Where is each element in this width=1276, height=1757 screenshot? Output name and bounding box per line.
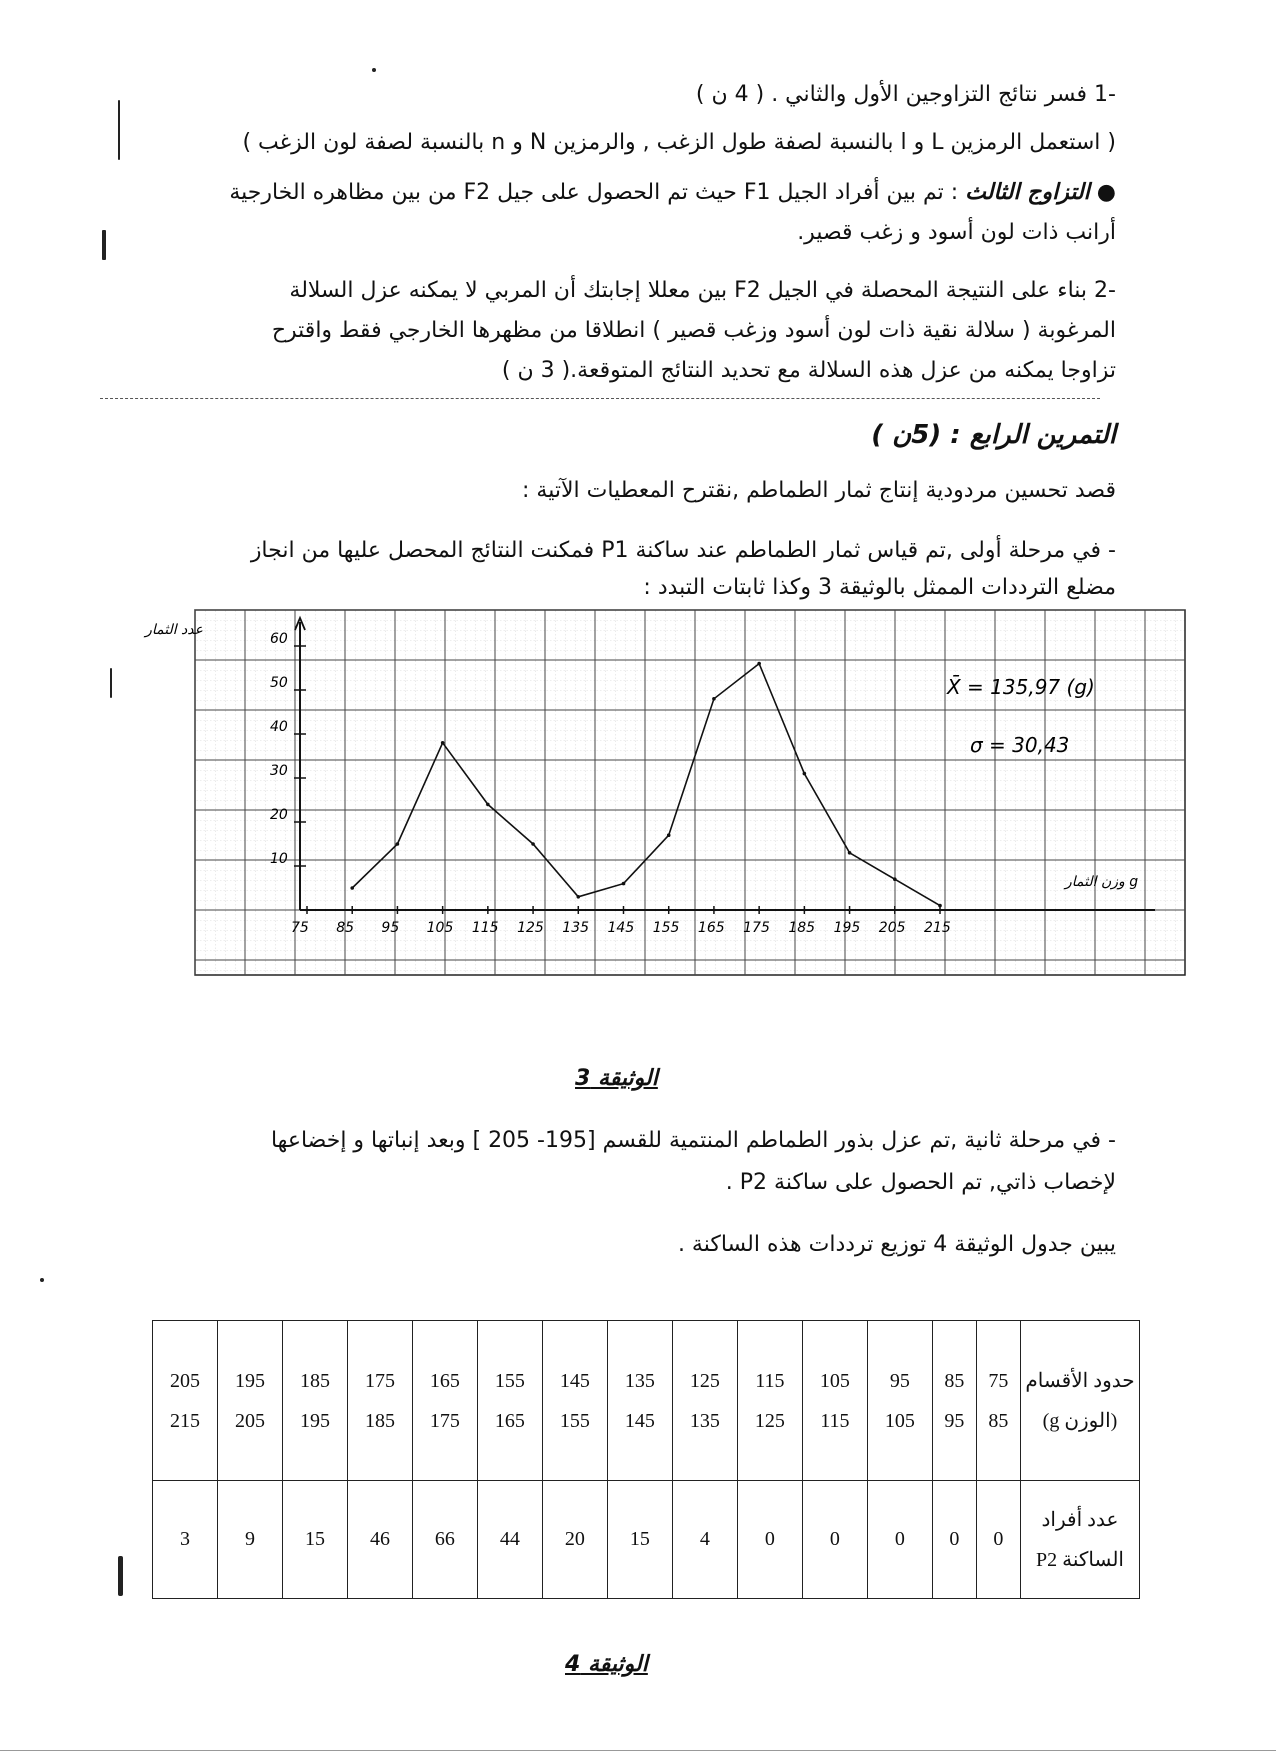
data-point — [757, 662, 761, 666]
table-cell-count: 66 — [412, 1481, 477, 1599]
data-point — [893, 877, 897, 881]
data-point — [396, 842, 400, 846]
data-point — [486, 803, 490, 807]
table-cell-class — [153, 1321, 218, 1481]
scan-speck — [102, 230, 106, 260]
chart-mean-annotation: X̄ = 135,97 (g) — [947, 675, 1095, 699]
table-row-counts — [153, 1481, 1140, 1599]
x-tick-label: 175 — [743, 920, 770, 936]
frequency-table — [152, 1320, 1140, 1599]
class-lower-bound: 145 — [559, 1369, 590, 1392]
y-tick-label: 60 — [270, 631, 288, 647]
data-point — [441, 741, 445, 745]
population-label: الساكنة P2 — [1036, 1548, 1124, 1571]
table-cell-count: 0 — [867, 1481, 932, 1599]
bottom-scan-line — [0, 1750, 1276, 1751]
x-tick-label: 155 — [652, 920, 680, 936]
question-2-line-2: المرغوبة ( سلالة نقية ذات لون أسود وزغب قصير ) انطلاقا من مظهرها الخارجي فقط واقترح — [271, 318, 1116, 343]
class-upper-bound: 205 — [234, 1409, 265, 1432]
frequency-polygon-chart — [145, 610, 1185, 975]
class-lower-bound: 155 — [494, 1369, 525, 1392]
stage-1-line-1: - في مرحلة أولى ,تم قياس ثمار الطماطم عند ساكنة P1 فمكنت النتائج المحصل عليها من انجاز — [250, 538, 1116, 563]
scan-speck — [110, 668, 112, 698]
table-cell-class — [607, 1321, 672, 1481]
x-tick-label: 135 — [562, 920, 590, 936]
table-cell-count: 15 — [607, 1481, 672, 1599]
table-cell-class — [932, 1321, 976, 1481]
x-tick-label: 165 — [697, 920, 725, 936]
data-point — [531, 842, 535, 846]
x-tick-label: 105 — [426, 920, 454, 936]
table-cell-class — [672, 1321, 737, 1481]
table-cell-count: 15 — [282, 1481, 347, 1599]
x-tick-label: 125 — [517, 920, 544, 936]
class-lower-bound: 165 — [429, 1369, 460, 1392]
document-4-intro: يبين جدول الوثيقة 4 توزيع ترددات هذه الساكنة . — [677, 1232, 1116, 1257]
stage-2-line-2: لإخصاب ذاتي, تم الحصول على ساكنة P2 . — [725, 1170, 1116, 1195]
bullet-icon: ● — [1096, 180, 1116, 205]
data-point — [622, 882, 626, 886]
class-upper-bound: 185 — [364, 1409, 395, 1432]
table-cell-count: 20 — [542, 1481, 607, 1599]
table-cell-class — [867, 1321, 932, 1481]
data-point — [938, 904, 942, 908]
x-tick-label: 115 — [471, 920, 499, 936]
document-4-label: الوثيقة 4 — [565, 1652, 648, 1677]
x-tick-label: 95 — [381, 920, 400, 936]
exercise-4-intro: قصد تحسين مردودية إنتاج ثمار الطماطم ,نقترح المعطيات الآتية : — [522, 478, 1116, 503]
classes-label: حدود الأقسام — [1025, 1369, 1135, 1392]
class-upper-bound: 165 — [494, 1409, 525, 1432]
table-cell-class — [477, 1321, 542, 1481]
class-lower-bound: 175 — [364, 1369, 395, 1392]
x-tick-label: 195 — [833, 920, 861, 936]
question-2-line-3: تزاوجا يمكنه من عزل هذه السلالة مع تحديد النتائج المتوقعة.( 3 ن ) — [501, 358, 1116, 383]
table-cell-class — [412, 1321, 477, 1481]
table-header-counts — [1021, 1481, 1140, 1599]
y-tick-label: 50 — [270, 675, 288, 691]
x-tick-label: 185 — [788, 920, 816, 936]
question-2-line-1: -2 بناء على النتيجة المحصلة في الجيل F2 بين معللا إجابتك أن المربي لا يمكنه عزل السلالة — [289, 278, 1116, 303]
section-divider — [100, 398, 1100, 399]
table-cell-count: 4 — [672, 1481, 737, 1599]
class-lower-bound: 75 — [988, 1369, 1009, 1392]
scan-speck — [40, 1278, 44, 1282]
question-1-text: فسر نتائج التزاوجين الأول والثاني . — [771, 82, 1088, 107]
class-upper-bound: 125 — [754, 1409, 785, 1432]
exercise-4-title: التمرين الرابع : (5ن ) — [871, 420, 1116, 450]
x-tick-label: 215 — [924, 920, 951, 936]
class-upper-bound: 85 — [988, 1409, 1009, 1432]
question-1-number: -1 — [1094, 82, 1116, 107]
table-cell-class — [542, 1321, 607, 1481]
chart-x-axis-label: وزن الثمار g — [1065, 874, 1139, 890]
class-lower-bound: 135 — [624, 1369, 655, 1392]
y-tick-label: 40 — [270, 719, 288, 735]
x-tick-label: 205 — [878, 920, 906, 936]
class-lower-bound: 85 — [944, 1369, 965, 1392]
data-point — [576, 895, 580, 899]
class-upper-bound: 135 — [689, 1409, 720, 1432]
chart-y-axis-label: عدد الثمار — [145, 622, 203, 638]
question-1-points: ( 4 ن ) — [695, 82, 765, 107]
table-cell-class — [976, 1321, 1020, 1481]
question-1 — [696, 82, 1116, 107]
table-cell-count: 3 — [153, 1481, 218, 1599]
class-upper-bound: 195 — [299, 1409, 330, 1432]
scan-speck — [372, 68, 376, 72]
y-tick-label: 30 — [270, 763, 288, 779]
table-cell-count: 44 — [477, 1481, 542, 1599]
class-upper-bound: 145 — [624, 1409, 655, 1432]
table-cell-class — [347, 1321, 412, 1481]
y-tick-label: 20 — [270, 807, 288, 823]
class-upper-bound: 105 — [884, 1409, 915, 1432]
scan-speck — [118, 100, 120, 160]
stage-1-line-2: مضلع الترددات الممثل بالوثيقة 3 وكذا ثابتات التبدد : — [643, 575, 1116, 600]
table-row-classes — [153, 1321, 1140, 1481]
document-3-label: الوثيقة 3 — [575, 1066, 658, 1091]
x-tick-label: 85 — [336, 920, 355, 936]
table-cell-count: 0 — [737, 1481, 802, 1599]
cross-3-line-2: أرانب ذات لون أسود و زغب قصير. — [797, 220, 1116, 245]
data-point — [350, 886, 354, 890]
class-upper-bound: 155 — [559, 1409, 590, 1432]
table-cell-count: 0 — [932, 1481, 976, 1599]
data-point — [848, 851, 852, 855]
class-lower-bound: 185 — [299, 1369, 330, 1392]
stage-2-line-1: - في مرحلة ثانية ,تم عزل بذور الطماطم المنتمية للقسم [195- 205 ] وبعد إنباتها و إخضاعها — [270, 1128, 1116, 1153]
class-upper-bound: 95 — [944, 1409, 965, 1432]
chart-std-annotation: σ = 30,43 — [970, 733, 1070, 757]
table-header-classes — [1021, 1321, 1140, 1481]
cross-3-line-1 — [229, 180, 1116, 205]
cross-3-text: : تم بين أفراد الجيل F1 حيث تم الحصول على جيل F2 من بين مظاهره الخارجية — [229, 180, 959, 205]
count-label: عدد أفراد — [1041, 1508, 1119, 1531]
table-cell-count: 0 — [976, 1481, 1020, 1599]
scan-speck — [118, 1556, 123, 1596]
class-lower-bound: 205 — [169, 1369, 200, 1392]
classes-unit-label: (الوزن g) — [1042, 1409, 1118, 1432]
class-lower-bound: 95 — [889, 1369, 910, 1392]
y-tick-label: 10 — [270, 851, 288, 867]
class-upper-bound: 215 — [169, 1409, 200, 1432]
class-upper-bound: 175 — [429, 1409, 460, 1432]
class-lower-bound: 125 — [689, 1369, 720, 1392]
class-lower-bound: 115 — [755, 1369, 785, 1392]
data-point — [803, 772, 807, 776]
cross-3-label: التزاوج الثالث — [965, 180, 1090, 205]
table-cell-class — [282, 1321, 347, 1481]
x-tick-label: 75 — [291, 920, 309, 936]
class-lower-bound: 195 — [234, 1369, 265, 1392]
class-lower-bound: 105 — [819, 1369, 850, 1392]
table-cell-class — [217, 1321, 282, 1481]
table-cell-count: 46 — [347, 1481, 412, 1599]
table-cell-class — [737, 1321, 802, 1481]
data-point — [667, 833, 671, 837]
x-tick-label: 145 — [607, 920, 635, 936]
table-cell-count: 0 — [802, 1481, 867, 1599]
symbols-note: ( استعمل الرمزين L و l بالنسبة لصفة طول الزغب , والرمزين N و n بالنسبة لصفة لون الزغب ) — [242, 130, 1116, 155]
table-cell-count: 9 — [217, 1481, 282, 1599]
data-point — [712, 697, 716, 701]
table-cell-class — [802, 1321, 867, 1481]
class-upper-bound: 115 — [820, 1409, 850, 1432]
